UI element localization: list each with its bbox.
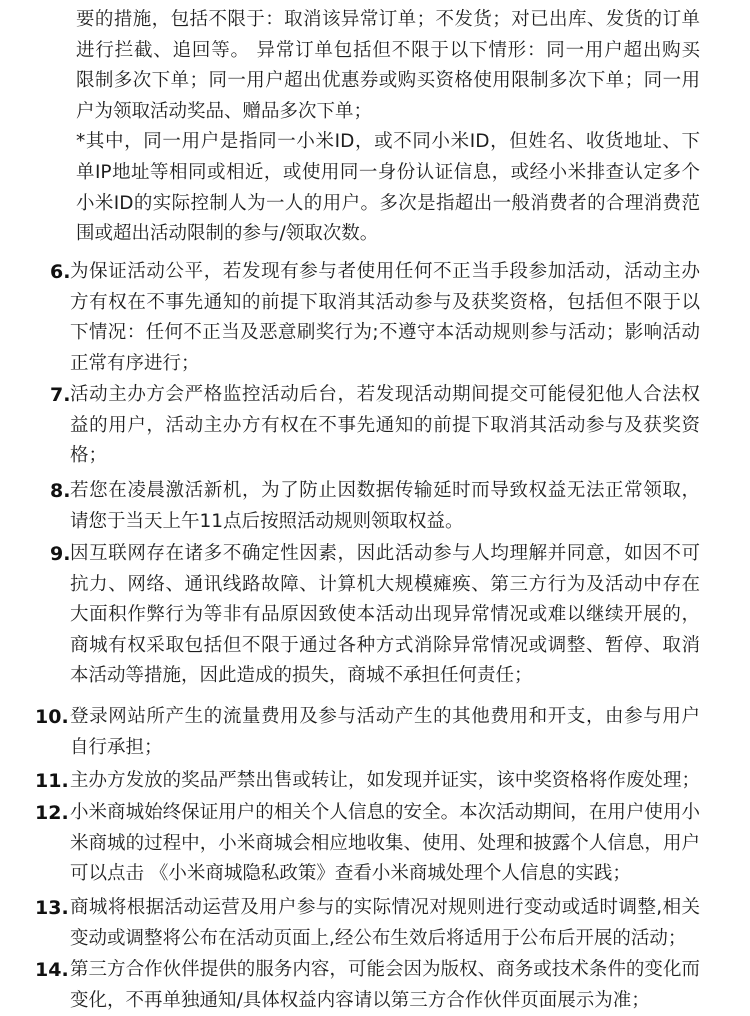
intro-line: 单IP地址等相同或相近，或使用同一身份认证信息，或经小米排查认定多个 <box>76 161 700 183</box>
item-line: 抗力、网络、通讯线路故障、计算机大规模瘫痪、第三方行为及活动中存在 <box>70 573 700 595</box>
item-number: 13. <box>35 897 69 919</box>
item-line: 变动或调整将公布在活动页面上,经公布生效后将适用于公布后开展的活动； <box>70 927 687 949</box>
rule-item-6 <box>0 257 750 379</box>
item-line: 登录网站所产生的流量费用及参与活动产生的其他费用和开支，由参与用户 <box>70 706 700 727</box>
item-line: 主办方发放的奖品严禁出售或转让，如发现并证实，该中奖资格将作废处理； <box>70 770 700 791</box>
item-number: 12. <box>35 802 69 824</box>
item-line: 商城有权采取包括但不限于通过各种方式消除异常情况或调整、暂停、取消 <box>70 634 700 656</box>
rule-item-14 <box>0 955 750 1011</box>
rule-item-9 <box>0 539 750 692</box>
item-line-partial: 变化，不再单独通知/具体权益内容请以第三方合作伙伴页面展示为准； <box>70 989 650 1011</box>
intro-line: 户为领取活动奖品、赠品多次下单； <box>76 100 373 122</box>
item-number: 14. <box>35 959 69 981</box>
intro-line: 围或超出活动限制的参与/领取次数。 <box>76 223 379 245</box>
item-line: 本活动等措施，因此造成的损失，商城不承担任何责任； <box>70 665 533 687</box>
rule-item-12 <box>0 798 750 890</box>
item-line: 大面积作弊行为等非有品原因致使本活动出现异常情况或难以继续开展的， <box>70 604 700 626</box>
item-number: 9. <box>50 543 71 565</box>
intro-text <box>76 5 700 250</box>
item-line: 正常有序进行； <box>70 352 200 374</box>
rule-item-7 <box>0 380 750 472</box>
intro-line: 要的措施，包括不限于：取消该异常订单；不发货；对已出库、发货的订单 <box>76 9 700 30</box>
item-line: 可以点击 《小米商城隐私政策》查看小米商城处理个人信息的实践； <box>70 863 631 885</box>
rule-item-8 <box>0 476 750 537</box>
item-line: 方有权在不事先通知的前提下取消其活动参与及获奖资格，包括但不限于以 <box>70 291 700 313</box>
item-line: 第三方合作伙伴提供的服务内容，可能会因为版权、商务或技术条件的变化而 <box>70 959 700 980</box>
item-text <box>70 539 700 692</box>
item-number: 10. <box>35 706 69 728</box>
item-line: 益的用户，活动主办方有权在不事先通知的前提下取消其活动参与及获奖资 <box>70 414 700 436</box>
item-text <box>70 798 700 890</box>
item-line: 米商城的过程中，小米商城会相应地收集、使用、处理和披露个人信息，用户 <box>70 832 700 854</box>
item-line: 请您于当天上午11点后按照活动规则领取权益。 <box>70 510 464 532</box>
item-text <box>70 380 700 472</box>
item-text <box>70 955 700 1011</box>
rule-item-11 <box>0 766 750 797</box>
intro-line: 限制多次下单；同一用户超出优惠券或购买资格使用限制多次下单；同一用 <box>76 70 700 92</box>
intro-line: *其中，同一用户是指同一小米ID，或不同小米ID，但姓名、收货地址、下 <box>76 131 700 153</box>
intro-line: 进行拦截、追回等。 异常订单包括但不限于以下情形：同一用户超出购买 <box>76 39 700 61</box>
item-line: 自行承担； <box>70 736 163 758</box>
rule-item-10 <box>0 702 750 763</box>
intro-line: 小米ID的实际控制人为一人的用户。多次是指超出一般消费者的合理消费范 <box>76 192 700 214</box>
intro-paragraph <box>0 5 750 250</box>
item-text <box>70 476 700 537</box>
item-number: 8. <box>50 480 71 502</box>
item-line: 若您在凌晨激活新机，为了防止因数据传输延时而导致权益无法正常领取， <box>70 480 700 501</box>
item-line: 小米商城始终保证用户的相关个人信息的安全。本次活动期间，在用户使用小 <box>70 802 700 823</box>
item-line: 下情况：任何不正当及恶意刷奖行为;不遵守本活动规则参与活动；影响活动 <box>70 322 700 344</box>
item-text <box>70 766 700 797</box>
item-text <box>70 257 700 379</box>
item-line: 因互联网存在诸多不确定性因素，因此活动参与人均理解并同意，如因不可 <box>70 543 700 564</box>
rule-item-13 <box>0 893 750 954</box>
item-line: 为保证活动公平，若发现有参与者使用任何不正当手段参加活动，活动主办 <box>70 261 700 282</box>
item-line: 活动主办方会严格监控活动后台，若发现活动期间提交可能侵犯他人合法权 <box>70 384 700 405</box>
item-number: 11. <box>35 770 69 792</box>
item-number: 6. <box>50 261 71 283</box>
item-line: 商城将根据活动运营及用户参与的实际情况对规则进行变动或适时调整,相关 <box>70 897 700 918</box>
item-number: 7. <box>50 384 71 406</box>
item-line: 格； <box>70 445 108 467</box>
item-text <box>70 702 700 763</box>
item-text <box>70 893 700 954</box>
